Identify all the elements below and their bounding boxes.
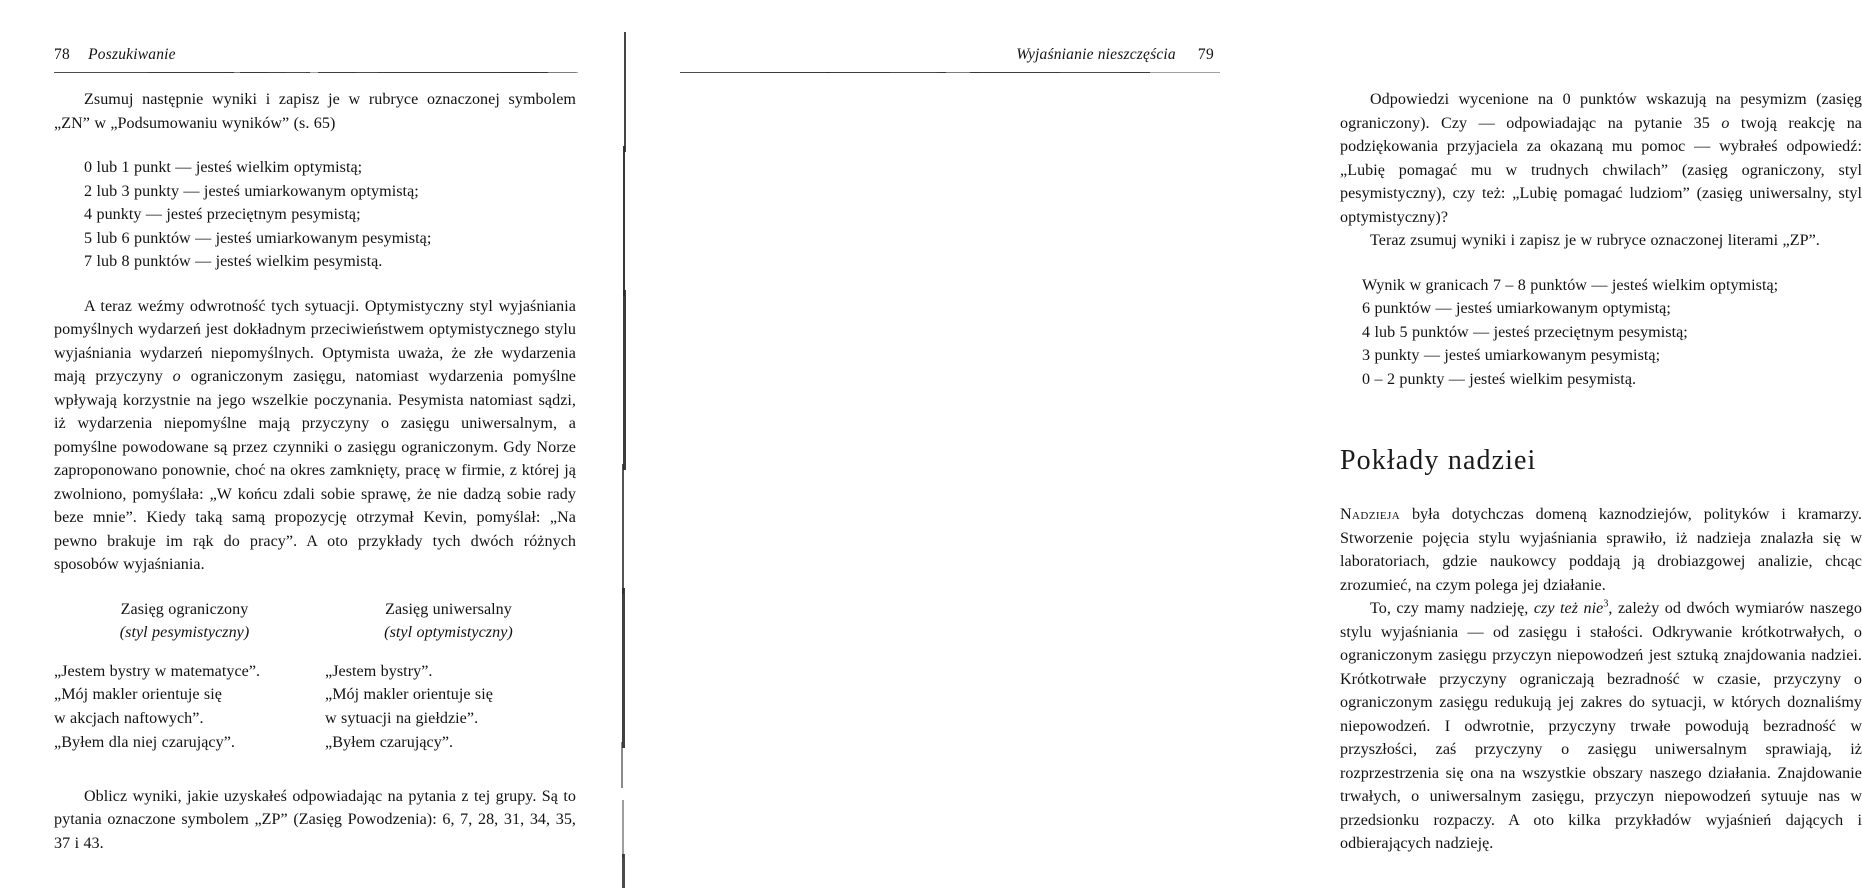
- example-column-limited-scope: [54, 598, 315, 755]
- right-paragraph-5: [1340, 597, 1862, 856]
- list-item: 0 – 2 punkty — jesteś wielkim pesymistą.: [1362, 370, 1637, 388]
- left-paragraph-2-part-b: ograniczonym zasięgu, natomiast wydarzenia pomyślne wpływają korzystnie na jego wszelkie poczynania. Pesymista natomiast sądzi, iż wydarzenia niepomyślne mają przyczyny o zasięgu uniwersalnym, a pomyślne powodowane są przez czynniki o zasięgu ograniczonym. Gdy Norze zaproponowano ponownie, choć na okres zamknięty, pracę w firmie, z której ją zwolniono, pomyślała: „W końcu zdali sobie sprawę, że nie dadzą sobie rady beze mnie”. Kiedy taką samą propozycję otrzymał Kevin, pomyślał: „Na pewno brakuje im rąk do pracy”. A oto przykłady tych dwóch różnych sposobów wyjaśniania.: [54, 368, 576, 573]
- list-item: „Byłem czarujący”.: [325, 733, 454, 751]
- column1-quotes: [54, 660, 315, 755]
- right-paragraph-4-smallcaps-opener: Nadzieja: [1340, 506, 1401, 523]
- right-page: [640, 0, 1862, 894]
- list-item: 7 lub 8 punktów — jesteś wielkim pesymistą.: [84, 253, 383, 270]
- right-paragraph-5-italic-phrase: czy też nie: [1533, 600, 1604, 617]
- right-paragraph-1: [1340, 88, 1862, 229]
- list-item: 6 punktów — jesteś umiarkowanym optymistą;: [1362, 300, 1671, 317]
- right-paragraph-5-part-b: , zależy od dwóch wymiarów naszego stylu wyjaśniania — od zasięgu i stałości. Odkrywanie krótkotrwałych, o ograniczonym zasięgu przyczyn niepowodzeń jest sztuką znajdowania nadziei. Krótkotrwałe przyczyny ograniczają bezradność w czasie, przyczyny o ograniczonym zasięgu redukują jej zakres do sytuacji, w których doznaliśmy niepowodzeń. I odwrotnie, przyczyny trwałe powodują bezradność w przyszłości, zaś przyczyny o zasięgu uniwersalnym sprawiają, iż rozprzestrzenia się ona na wszystkie obszary naszego działania. Znajdowanie trwałych, o uniwersalnym zasięgu, przyczyn niepowodzeń sytuuje nas w przedsionku rozpaczy. A oto kilka przykładów wyjaśnień dających i odbierających nadzieję.: [1340, 600, 1862, 852]
- list-item: „Jestem bystry”.: [325, 662, 433, 680]
- right-text-block: [1340, 88, 1862, 856]
- list-item: 2 lub 3 punkty — jesteś umiarkowanym optymistą;: [84, 182, 419, 200]
- left-head-rule-i: [500, 72, 578, 73]
- list-item: w akcjach naftowych”.: [54, 710, 204, 728]
- list-item: Wynik w granicach 7 – 8 punktów — jesteś wielkim optymistą;: [1362, 276, 1779, 294]
- left-paragraph-3: Oblicz wyniki, jakie uzyskałeś odpowiadając na pytania z tej grupy. Są to pytania oznaczone symbolem „ZP” (Zasięg Powodzenia): 6, 7, 28, 31, 34, 35, 37 i 43.: [54, 787, 576, 852]
- list-item: „Mój makler orientuje się: [325, 686, 493, 704]
- list-item: „Jestem bystry w matematyce”.: [54, 662, 261, 680]
- right-paragraph-1-italic-o: o: [1721, 114, 1730, 132]
- right-paragraph-4-rest: była dotychczas domeną kaznodziejów, polityków i kramarzy. Stworzenie pojęcia stylu wyjaśniania sprawiło, iż nadzieja znalazła się w laboratoriach, gdzie naukowcy poddają ją drobiazgowej analizie, chcąc zrozumieć, na czym polega jej działanie.: [1340, 506, 1862, 594]
- column1-subheading: (styl pesymistyczny): [119, 624, 250, 641]
- list-item: „Mój makler orientuje się: [54, 686, 222, 704]
- right-paragraph-5-part-a: To, czy mamy nadzieję,: [1370, 600, 1534, 617]
- column2-heading: Zasięg uniwersalny: [385, 600, 512, 618]
- right-paragraph-1-part-a: Odpowiedzi wycenione na 0 punktów wskazują na pesymizm (zasięg ograniczony). Czy — odpowiadając na pytanie 35: [1340, 91, 1862, 132]
- explanatory-style-examples: [54, 598, 576, 755]
- right-head-rule-c: [826, 72, 946, 73]
- left-head-rule-d: [240, 72, 310, 73]
- list-item: 3 punkty — jesteś umiarkowanym pesymistą;: [1362, 347, 1661, 364]
- left-paragraph-2: [54, 295, 576, 577]
- list-item: 5 lub 6 punktów — jesteś umiarkowanym pesymistą;: [84, 229, 432, 247]
- left-running-head: [54, 46, 176, 64]
- list-item: 4 lub 5 punktów — jesteś przeciętnym pesymistą;: [1362, 323, 1688, 341]
- list-item: „Byłem dla niej czarujący”.: [54, 733, 235, 751]
- left-page-number: 78: [54, 46, 71, 63]
- right-running-title: Wyjaśnianie nieszczęścia: [1016, 46, 1176, 63]
- column1-heading: Zasięg ograniczony: [120, 600, 249, 618]
- footnote-marker: 3: [1603, 598, 1609, 610]
- right-running-head: [1016, 46, 1214, 64]
- right-head-rule-g: [1120, 72, 1220, 73]
- column2-headings: [321, 598, 576, 645]
- column2-subheading: (styl optymistyczny): [384, 624, 513, 641]
- right-score-list: [1362, 274, 1862, 392]
- right-paragraph-2: Teraz zsumuj wyniki i zapisz je w rubryce oznaczonej literami „ZP”.: [1370, 232, 1820, 249]
- left-paragraph-2-italic-o: o: [172, 368, 181, 385]
- example-column-universal-scope: [315, 598, 576, 755]
- right-page-number: 79: [1197, 46, 1214, 63]
- left-paragraph-1: Zsumuj następnie wyniki i zapisz je w rubryce oznaczonej symbolem „ZN” w „Podsumowaniu wyników” (s. 65): [54, 91, 576, 132]
- left-score-list: [84, 156, 576, 274]
- left-text-block: [54, 88, 576, 855]
- list-item: 0 lub 1 punkt — jesteś wielkim optymistą;: [84, 159, 363, 176]
- left-page: [0, 0, 620, 894]
- right-paragraph-1-part-b: twoją reakcję na podziękowania przyjaciela za okazaną mu pomoc — wybrałeś odpowiedź: „Lubię pomagać mu w trudnych chwilach” (zasięg ograniczony, styl pesymistyczny), czy też: „Lubię pomagać ludziom” (zasięg uniwersalny, styl optymistyczny)?: [1340, 114, 1862, 226]
- right-paragraph-4: [1340, 503, 1862, 597]
- list-item: w sytuacji na giełdzie”.: [325, 710, 479, 728]
- section-heading: Pokłady nadziei: [1340, 445, 1537, 476]
- left-paragraph-2-part-a: A teraz weźmy odwrotność tych sytuacji. Optymistyczny styl wyjaśniania pomyślnych wydarzeń jest dokładnym przeciwieństwem optymistycznego stylu wyjaśniania wydarzeń niepomyślnych. Optymista uważa, że złe wydarzenia mają przyczyny: [54, 297, 576, 385]
- column1-headings: [54, 598, 315, 645]
- left-running-title: Poszukiwanie: [88, 46, 176, 63]
- list-item: 4 punkty — jesteś przeciętnym pesymistą;: [84, 206, 361, 223]
- page-gutter-seam: [621, 14, 628, 880]
- column2-quotes: [325, 660, 576, 755]
